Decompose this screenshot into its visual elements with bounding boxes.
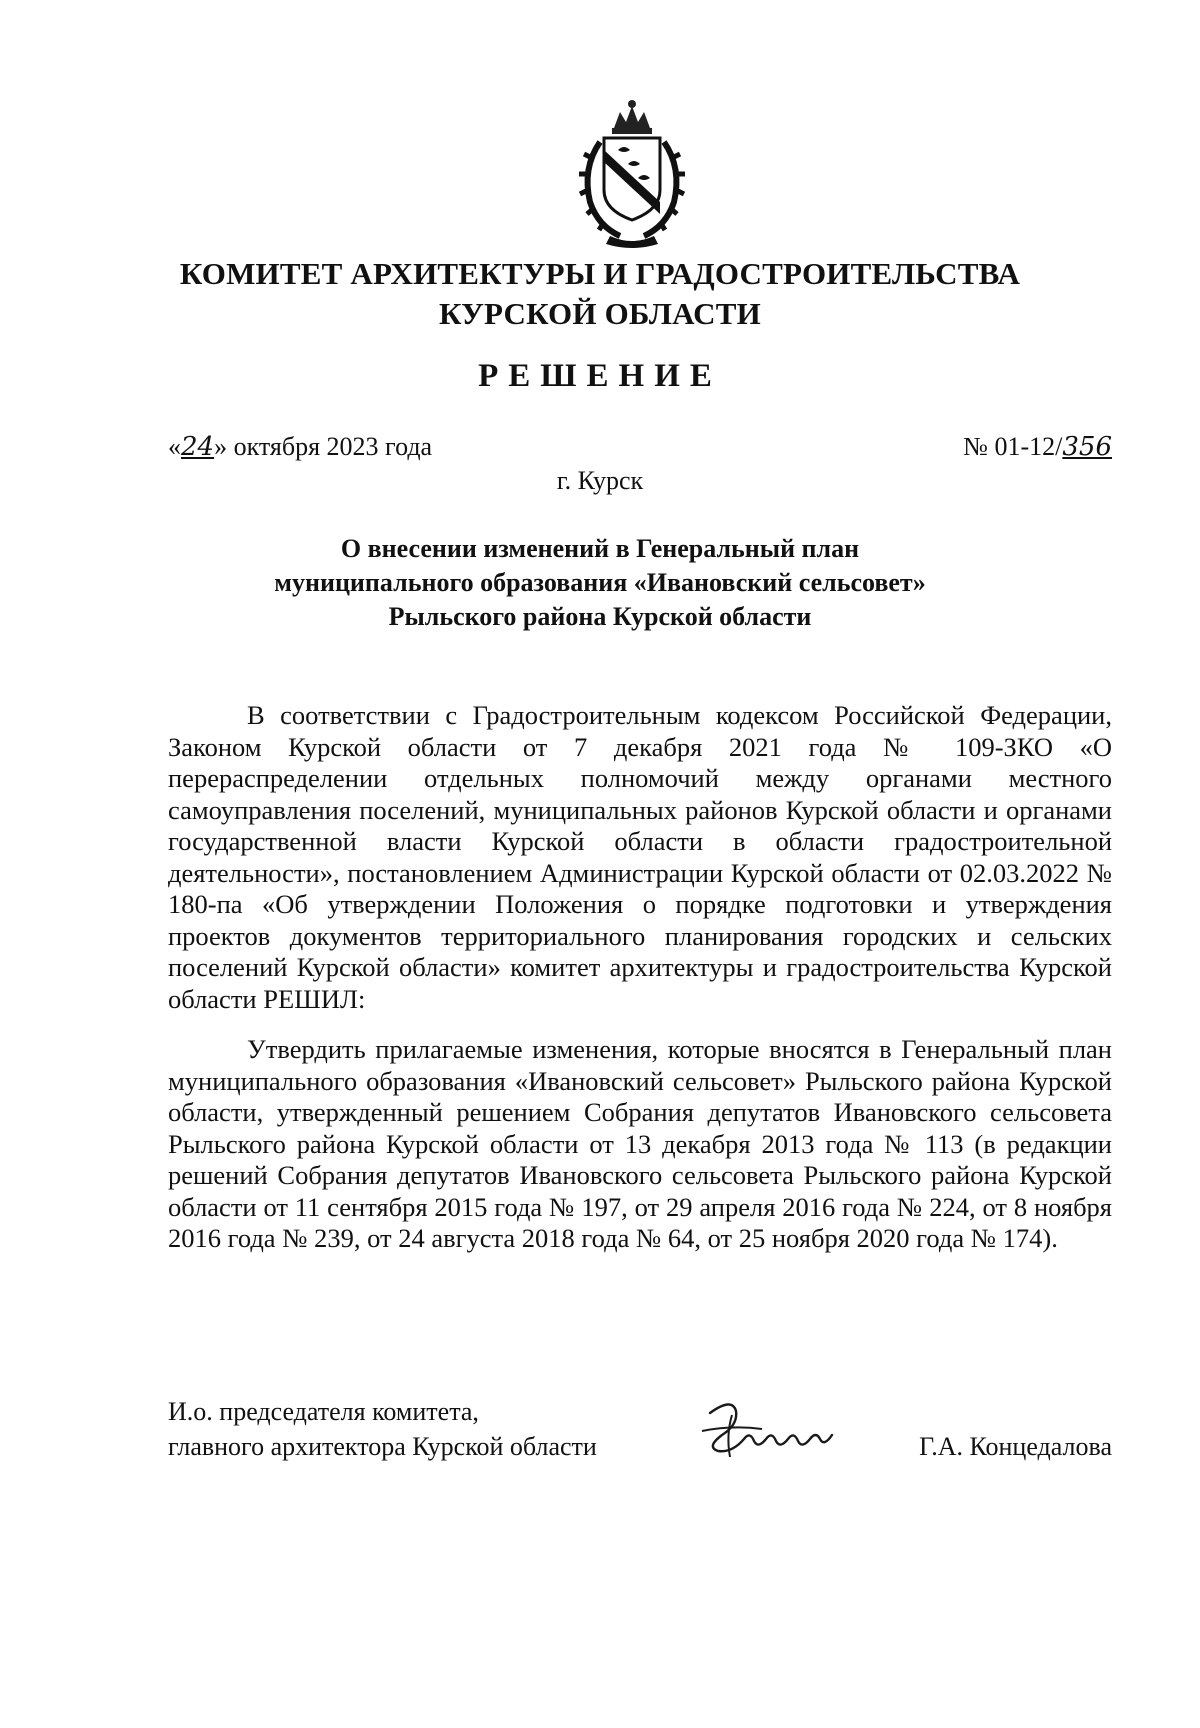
body-paragraph-1: В соответствии с Градостроительным кодексом Российской Федерации, Законом Курской области от 7 декабря 2021 года № 109-ЗКО «О перераспределении отдельных полномочий между органами местного самоуправления поселений, муниципальных районов Курской области и органами государственной власти Курской области в области градостроительной деятельности», постановлением Администрации Курской области от 02.03.2022 № 180-па «Об утверждении Положения о порядке подготовки и утверждения проектов документов территориального планирования городских и сельских поселений Курской области» комитет архитектуры и градостроительства Курской области РЕШИЛ: — [168, 700, 1112, 1014]
date-open-quote: « — [168, 432, 181, 461]
organization-name-line2: КУРСКОЙ ОБЛАСТИ — [439, 296, 761, 331]
date-month-year: » октября 2023 года — [214, 432, 433, 461]
document-number — [963, 432, 1112, 462]
document-date — [168, 432, 432, 462]
document-place: г. Курск — [556, 466, 644, 495]
signatory-title-line1: И.о. председателя комитета, — [168, 1397, 479, 1426]
subject-line3: Рыльского района Курской области — [388, 602, 812, 631]
date-day-handwritten: 24 — [181, 432, 215, 462]
signer-name: Г.А. Концедалова — [919, 1432, 1112, 1461]
subject-line1: О внесении изменений в Генеральный план — [340, 534, 860, 563]
signatory-title-line2: главного архитектора Курской области — [168, 1432, 597, 1461]
body-paragraph-2: Утвердить прилагаемые изменения, которые вносятся в Генеральный план муниципального образования «Ивановский сельсовет» Рыльского района Курской области, утвержденный решением Собрания депутатов Ивановского сельсовета Рыльского района Курской области от 13 декабря 2013 года № 113 (в редакции решений Собрания депутатов Ивановского сельсовета Рыльского района Курской области от 11 сентября 2015 года № 197, от 29 апреля 2016 года № 224, от 8 ноября 2016 года № 239, от 24 августа 2018 года № 64, от 25 ноября 2020 года № 174). — [168, 1034, 1112, 1253]
handwritten-signature — [692, 1395, 842, 1465]
organization-name-line1: КОМИТЕТ АРХИТЕКТУРЫ И ГРАДОСТРОИТЕЛЬСТВА — [179, 256, 1021, 291]
subject-line2: муниципального образования «Ивановский сельсовет» — [274, 568, 926, 597]
coat-of-arms-emblem — [562, 98, 702, 248]
number-prefix: № 01-12/ — [963, 432, 1063, 461]
number-handwritten: 356 — [1062, 432, 1112, 462]
document-type-title: РЕШЕНИЕ — [478, 358, 722, 394]
